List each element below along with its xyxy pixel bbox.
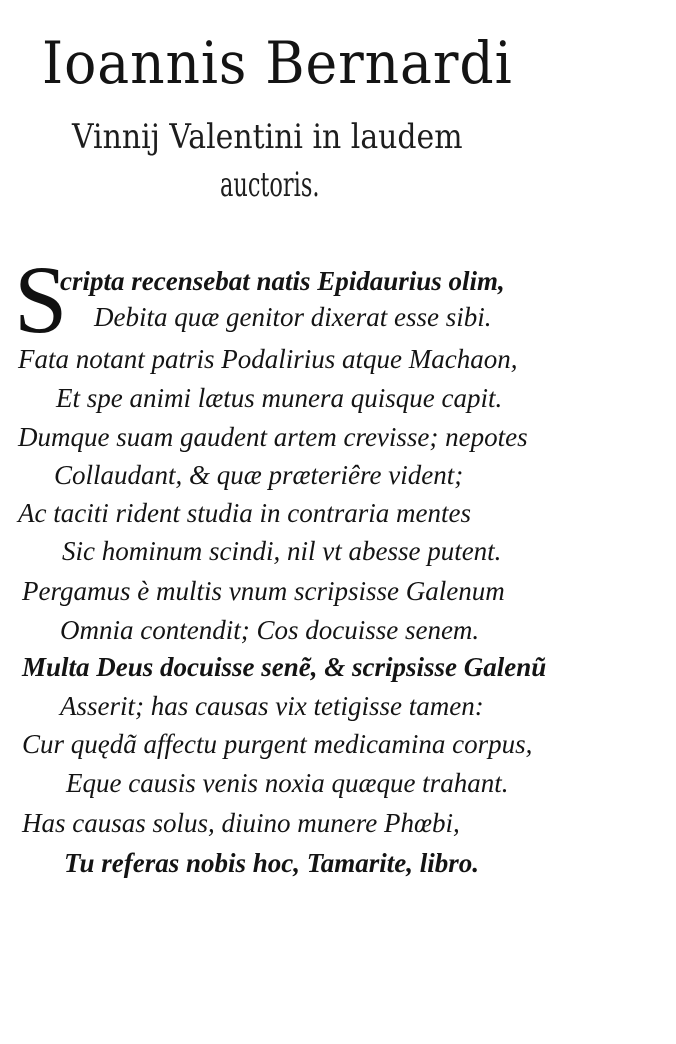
poem-line-8: Sic hominum scindi, nil vt abesse putent. bbox=[62, 536, 502, 566]
heading-author-subtitle: Vinnij Valentini in laudem bbox=[72, 117, 463, 157]
poem-line-5: Dumque suam gaudent artem crevisse; nepotes bbox=[18, 422, 528, 452]
poem-line-1: cripta recensebat natis Epidaurius olim, bbox=[60, 266, 505, 296]
poem-line-14: Eque causis venis noxia quæque trahant. bbox=[66, 768, 509, 798]
poem-line-4: Et spe animi lætus munera quisque capit. bbox=[56, 383, 503, 413]
poem-line-7: Ac taciti rident studia in contraria mentes bbox=[18, 498, 471, 528]
poem-line-9: Pergamus è multis vnum scripsisse Galenum bbox=[22, 576, 505, 606]
poem-line-12: Asserit; has causas vix tetigisse tamen: bbox=[60, 691, 484, 721]
poem-line-2: Debita quæ genitor dixerat esse sibi. bbox=[94, 302, 492, 332]
heading-author-name: Ioannis Bernardi bbox=[42, 29, 513, 97]
poem-line-15: Has causas solus, diuino munere Phœbi, bbox=[22, 808, 460, 838]
poem-line-10: Omnia contendit; Cos docuisse senem. bbox=[60, 615, 480, 645]
poem-line-3: Fata notant patris Podalirius atque Machaon, bbox=[18, 344, 518, 374]
heading-dedication: auctoris. bbox=[220, 165, 320, 205]
poem-line-6: Collaudant, & quæ præteriêre vident; bbox=[54, 460, 464, 490]
poem-line-13: Cur quędã affectu purgent medicamina corpus, bbox=[22, 729, 533, 759]
poem-line-11: Multa Deus docuisse senẽ, & scripsisse Galenũ bbox=[22, 652, 547, 682]
poem-line-16: Tu referas nobis hoc, Tamarite, libro. bbox=[64, 848, 480, 878]
poem-drop-cap: S bbox=[14, 246, 68, 353]
